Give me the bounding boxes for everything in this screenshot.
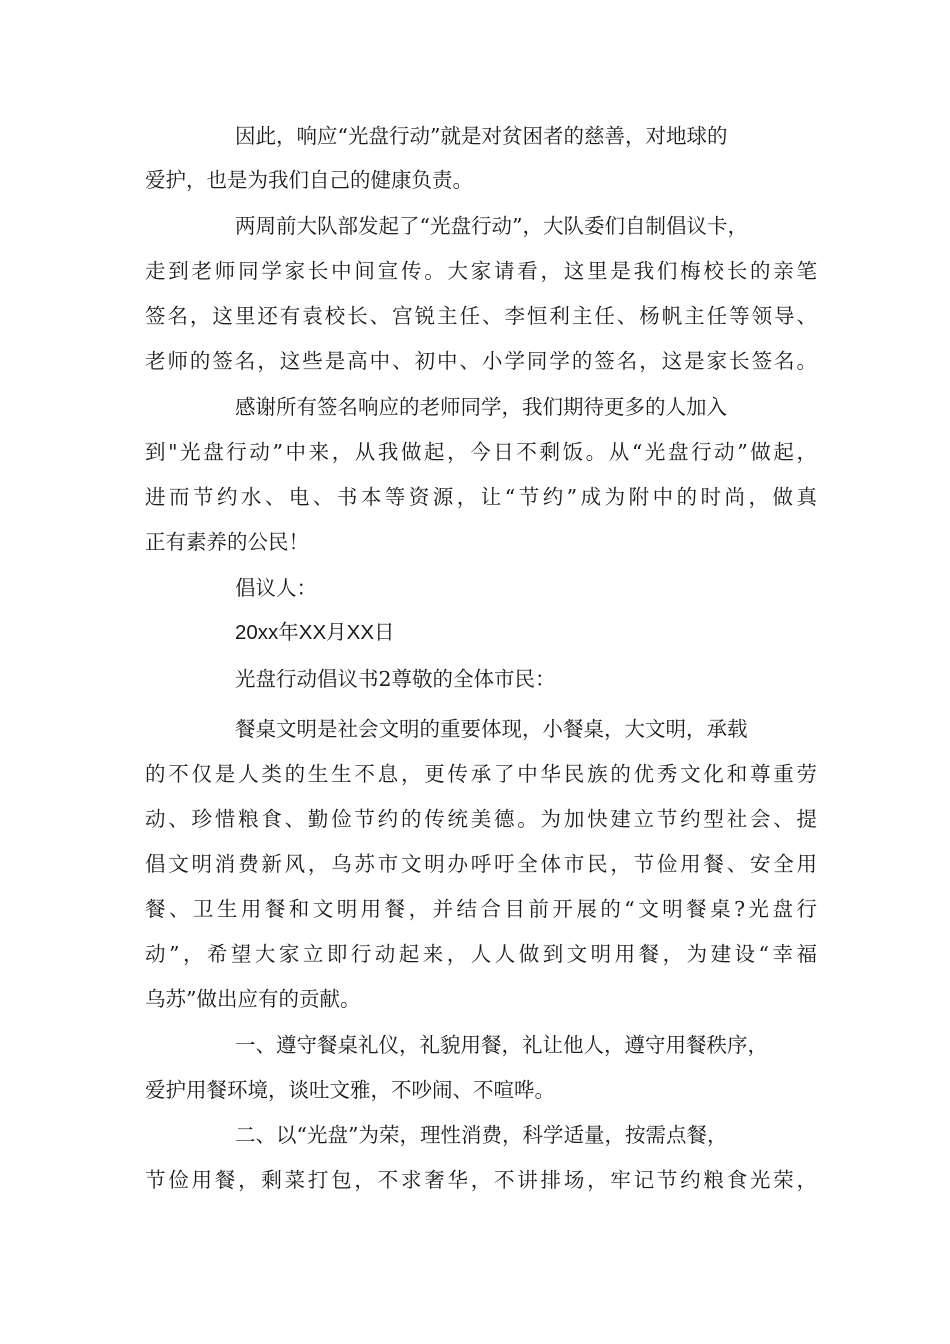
paragraph-line: 签名，这里还有袁校长、宫锐主任、李恒利主任、杨帆主任等领导、 [145, 304, 817, 328]
paragraph-line: 正有素养的公民！ [145, 530, 309, 554]
paragraph-line: 倡文明消费新风，乌苏市文明办呼吁全体市民，节俭用餐、安全用 [145, 852, 817, 876]
paragraph-line: 节俭用餐，剩菜打包，不求奢华，不讲排场，牢记节约粮食光荣， [145, 1168, 817, 1192]
paragraph-line: 乌苏”做出应有的贡献。 [145, 987, 361, 1011]
paragraph-line: 一、遵守餐桌礼仪，礼貌用餐，礼让他人，遵守用餐秩序， [235, 1033, 768, 1057]
paragraph-line: 餐、卫生用餐和文明用餐，并结合目前开展的“文明餐桌?光盘行 [145, 897, 817, 921]
paragraph-line: 进而节约水、电、书本等资源，让“节约”成为附中的时尚，做真 [145, 485, 817, 509]
paragraph-line: 感谢所有签名响应的老师同学，我们期待更多的人加入 [235, 395, 727, 419]
paragraph-line: 二、以“光盘”为荣，理性消费，科学适量，按需点餐， [235, 1123, 728, 1147]
paragraph-line: 到"光盘行动”中来，从我做起，今日不剩饭。从“光盘行动”做起， [145, 440, 817, 464]
paragraph-line: 的不仅是人类的生生不息，更传承了中华民族的优秀文化和尊重劳 [145, 762, 817, 786]
section-heading: 光盘行动倡议书2尊敬的全体市民： [235, 667, 556, 691]
paragraph-line: 走到老师同学家长中间宣传。大家请看，这里是我们梅校长的亲笔 [145, 259, 817, 283]
paragraph-line: 爱护，也是为我们自己的健康负责。 [145, 168, 473, 192]
paragraph-line: 因此，响应“光盘行动”就是对贫困者的慈善，对地球的 [235, 124, 728, 148]
paragraph-line: 餐桌文明是社会文明的重要体现，小餐桌，大文明，承载 [235, 717, 748, 741]
paragraph-line: 两周前大队部发起了“光盘行动”，大队委们自制倡议卡， [235, 214, 748, 238]
paragraph-line: 动、珍惜粮食、勤俭节约的传统美德。为加快建立节约型社会、提 [145, 807, 817, 831]
paragraph-line: 动”，希望大家立即行动起来，人人做到文明用餐，为建设“幸福 [145, 942, 817, 966]
date-line: 20xx年XX月XX日 [235, 621, 395, 644]
paragraph-line: 老师的签名，这些是高中、初中、小学同学的签名，这是家长签名。 [145, 349, 817, 373]
signature-label: 倡议人： [235, 576, 317, 600]
paragraph-line: 爱护用餐环境，谈吐文雅，不吵闹、不喧哗。 [145, 1078, 555, 1102]
